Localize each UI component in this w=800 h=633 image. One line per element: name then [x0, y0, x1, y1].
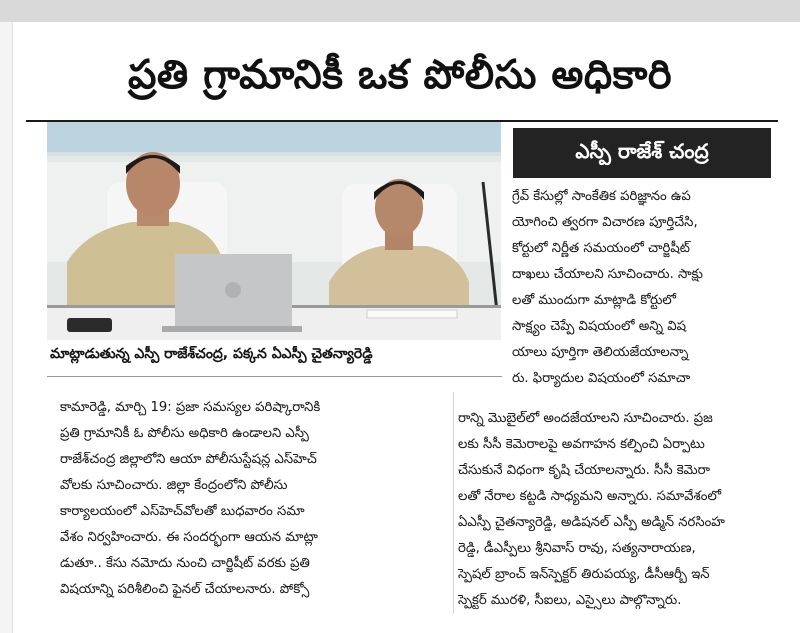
article-column-left	[60, 395, 455, 603]
article-line: యోగించి త్వరగా విచారణ పూర్తిచేసి,	[512, 215, 698, 230]
column-divider	[453, 392, 454, 614]
article-line: విషయాన్ని పరిశీలించి ఫైనల్ చేయాలనారు. పోక్సో	[60, 582, 310, 597]
article-line: లకు సీసీ కెమెరాలపై అవగాహన కల్పించి ఏర్పాటు	[458, 437, 705, 452]
press-meet-illustration	[47, 122, 501, 340]
article-line: గ్రేవ్ కేసుల్లో సాంకేతిక పరిజ్ఞానం ఉప	[512, 189, 691, 204]
article-line: లతో ముందుగా మాట్లాడి కోర్టులో	[512, 293, 676, 308]
article-line: లతో నేరాల కట్టడి సాధ్యమని అన్నారు. సమావేశంలో	[458, 489, 722, 504]
caption-rule	[47, 376, 502, 377]
top-bar	[0, 0, 800, 22]
press-meet-photo	[47, 122, 501, 340]
photo-window	[47, 122, 501, 152]
article-line: వోలకు సూచించారు. జిల్లా కేంద్రంలోని పోలీసు	[60, 478, 288, 493]
photo-window-sill	[47, 152, 501, 156]
headline: ప్రతి గ్రామానికీ ఒక పోలీసు అధికారి	[127, 52, 673, 98]
article-line: చేసుకునే విధంగా కృషి చేయాలన్నారు. సీసీ కెమెరా	[458, 463, 710, 478]
photo-caption: మాట్లాడుతున్న ఎస్పీ రాజేశ్‌చంద్ర, పక్కన ఏఎస్పీ చైతన్యారెడ్డి	[50, 346, 373, 362]
article-line: దాఖలు చేయాలని సూచించారు. సాక్షు	[512, 267, 703, 282]
article-line: కామారెడ్డి, మార్చి 19: ప్రజా సమస్యల పరిష్కారానికి	[60, 400, 321, 415]
byline-box: ఎస్పీ రాజేశ్ చంద్ర	[513, 128, 771, 178]
article-line: స్పెషల్ బ్రాంచ్ ఇన్‌స్పెక్టర్ తిరుపయ్య, డీసీఆర్బీ ఇన్	[458, 567, 710, 582]
article-line: సాక్ష్యం చెప్పే విషయంలో అన్ని విష	[512, 319, 687, 334]
article-line: స్పెక్టర్ మురళి, సీఐలు, ఎస్సైలు పాల్గొన్నారు.	[458, 593, 682, 608]
article-column-right	[458, 406, 778, 614]
photo-laptop-base	[162, 326, 302, 332]
article-line: డుతూ.. కేసు నమోదు నుంచి చార్జిషీట్ వరకు ప్రతి	[60, 556, 310, 571]
article-line: రాన్ని మొబైల్‌లో అందజేయాలని సూచించారు. ప్రజ	[458, 411, 713, 426]
article-line: వేశం నిర్వహించారు. ఈ సందర్భంగా ఆయన మాట్లా	[60, 530, 318, 545]
article-column-right-top	[512, 184, 778, 392]
article-line: ప్రతి గ్రామానికీ ఓ పోలీసు అధికారి ఉండాలని ఎస్పీ	[60, 426, 309, 441]
article-line: కోర్టులో నిర్ణీత సమయంలో చార్జిషీట్	[512, 241, 690, 256]
photo-laptop-logo	[225, 282, 241, 298]
article-line: కార్యాలయంలో ఎస్‌హెచ్‌వోలతో బుధవారం సమా	[60, 504, 305, 519]
article-line: యాలు పూర్తిగా తెలియజేయాలన్నా	[512, 345, 689, 360]
article-line: రు. ఫిర్యాదుల విషయంలో సమాచా	[512, 371, 691, 386]
article-line: ఏఎస్పీ చైతన్యారెడ్డి, అడిషనల్ ఎస్పీ అడ్మిన్ నరసింహ	[458, 515, 725, 530]
photo-mic-base	[67, 318, 112, 332]
left-margin-strip	[0, 22, 13, 633]
photo-papers	[367, 310, 457, 318]
article-line: రెడ్డి, డీఎస్పీలు శ్రీనివాస్ రావు, సత్యనారాయణ,	[458, 541, 696, 556]
article-line: రాజేశ్‌చంద్ర జిల్లాలోని ఆయా పోలీసుస్టేషన్ల ఎస్‌హెచ్	[60, 452, 317, 467]
